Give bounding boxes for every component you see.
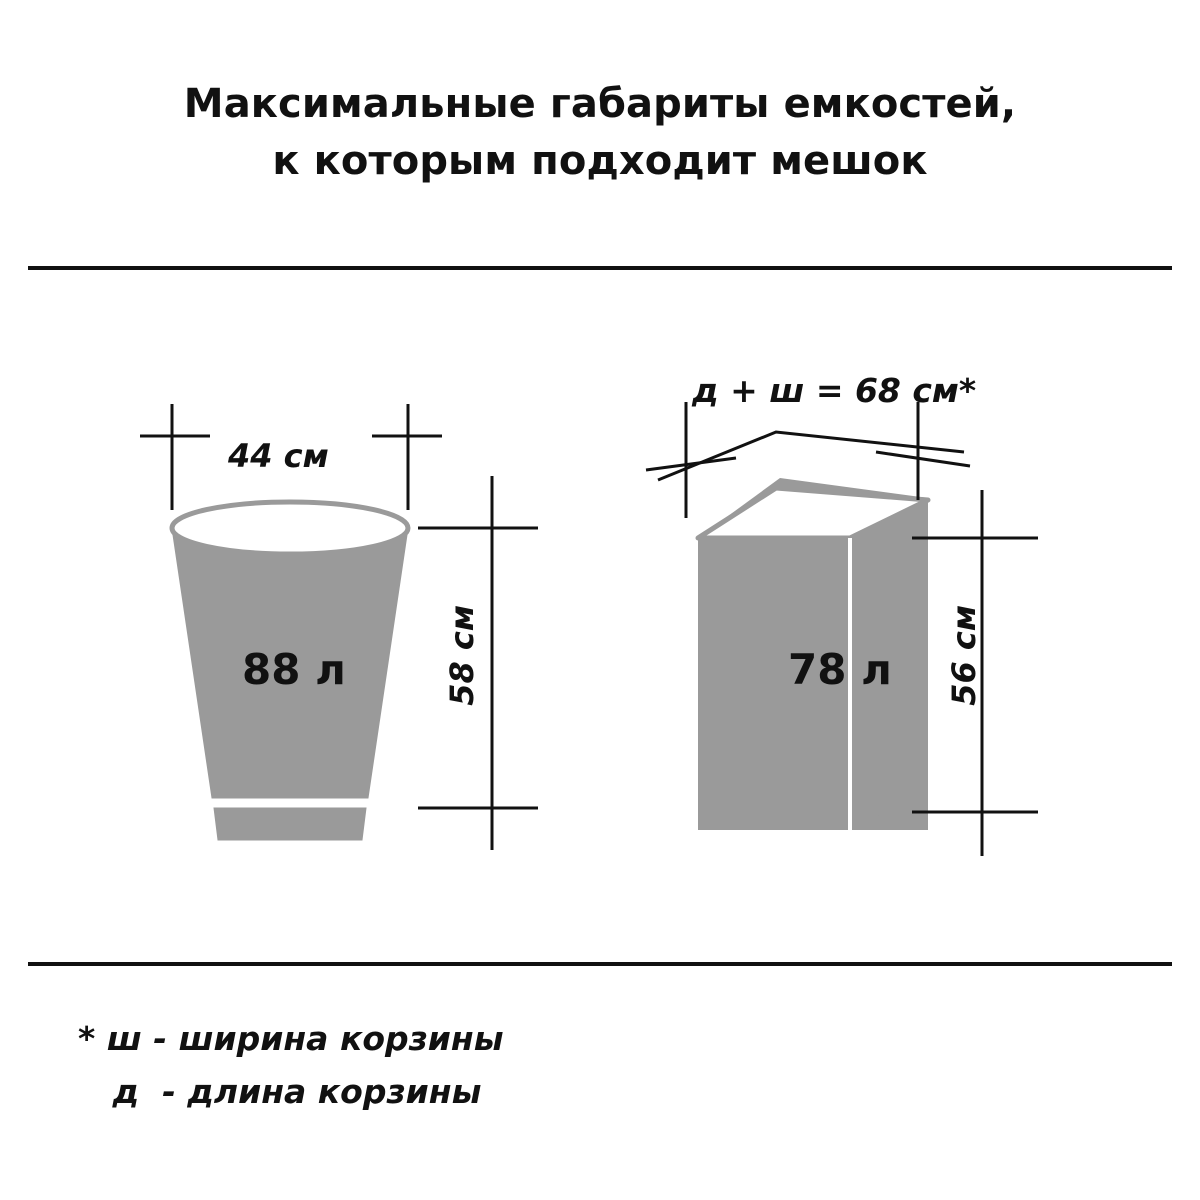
rect-height-label: 56 см — [945, 605, 983, 706]
title-line-1: Максимальные габариты емкостей, — [183, 81, 1017, 127]
rect-top-dimension-label: д + ш = 68 см* — [692, 371, 977, 410]
rect-volume-label: 78 л — [788, 645, 892, 694]
page-title — [0, 76, 1200, 190]
footnote-length: д - длина корзины — [78, 1072, 482, 1112]
round-bucket-drawing — [140, 380, 560, 850]
divider-bottom — [28, 962, 1172, 966]
figure-round-bucket — [140, 380, 560, 850]
divider-top — [28, 266, 1172, 270]
rect-bin-drawing — [640, 360, 1060, 860]
title-line-2: к которым подходит мешок — [272, 137, 928, 184]
figure-rect-bin — [640, 360, 1060, 860]
round-width-label: 44 см — [228, 437, 329, 475]
footnotes — [78, 1012, 978, 1119]
footnote-width: * ш - ширина корзины — [78, 1019, 504, 1058]
round-volume-label: 88 л — [242, 645, 346, 694]
round-height-label: 58 см — [443, 605, 481, 706]
